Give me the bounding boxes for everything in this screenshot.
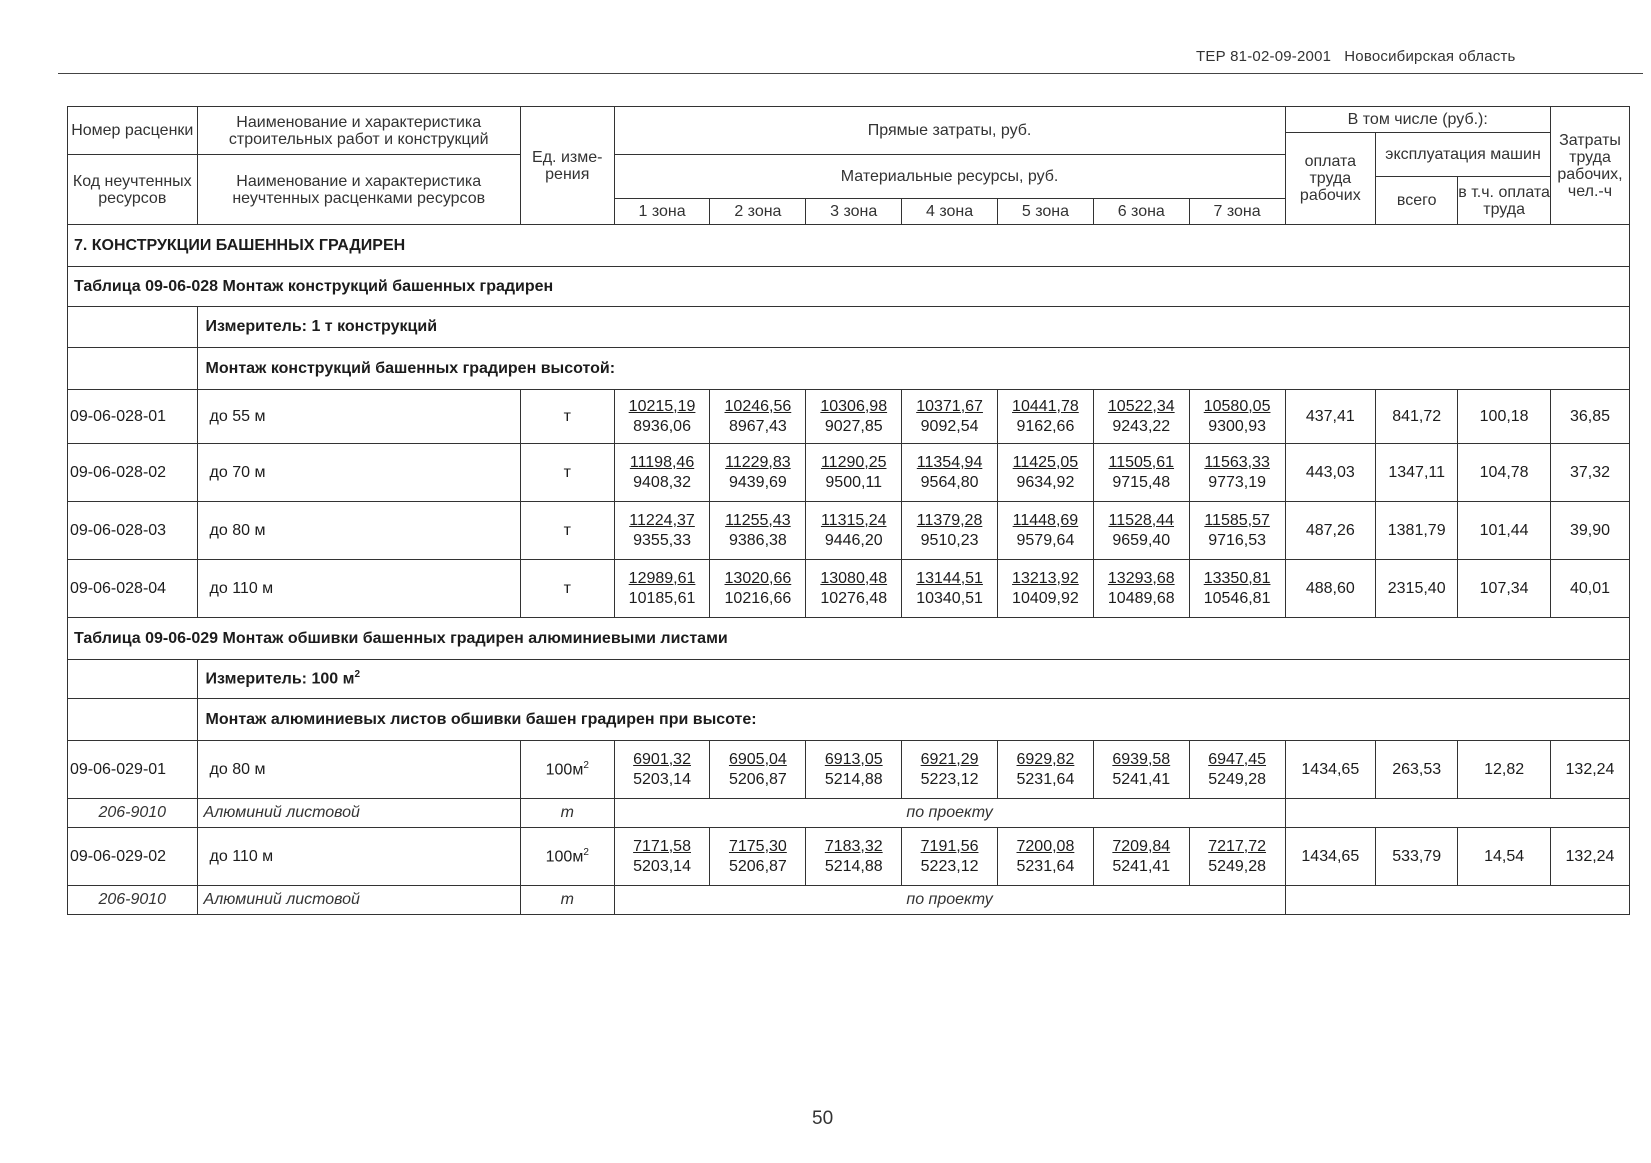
direct-cost: 11198,46 <box>629 453 695 471</box>
material-cost: 9092,54 <box>920 417 979 435</box>
material-cost: 5223,12 <box>920 857 979 875</box>
material-cost: 9579,64 <box>1016 531 1075 549</box>
unit-text: т <box>563 521 571 539</box>
direct-cost: 13080,48 <box>820 569 888 587</box>
resource-unit: m <box>520 799 614 828</box>
direct-cost: 13293,68 <box>1107 569 1175 587</box>
material-cost: 10185,61 <box>628 589 696 607</box>
rates-table <box>67 106 1630 915</box>
zone-cost-cell <box>806 502 902 560</box>
col-material-resources: Материальные ресурсы, руб. <box>614 155 1285 199</box>
material-cost: 10489,68 <box>1107 589 1175 607</box>
direct-cost: 13350,81 <box>1203 569 1271 587</box>
zone-cost-cell <box>614 741 710 799</box>
material-cost: 9439,69 <box>728 473 787 491</box>
measure-label-row <box>68 660 1630 699</box>
material-cost: 9162,66 <box>1016 417 1075 435</box>
zone-cost-cell <box>1093 444 1189 502</box>
empty-cell <box>68 699 198 741</box>
zone-cost-cell <box>1189 390 1285 444</box>
machines-value: 533,79 <box>1376 828 1458 886</box>
direct-cost: 11290,25 <box>820 453 887 471</box>
header-rule <box>58 73 1643 74</box>
zone-cost-cell <box>614 560 710 618</box>
group-subtitle <box>197 348 1629 390</box>
zone-cost-cell <box>998 741 1094 799</box>
direct-cost: 11505,61 <box>1108 453 1175 471</box>
labor-value: 132,24 <box>1550 828 1629 886</box>
zone-header: 4 зона <box>902 199 998 225</box>
group-subtitle-text: Монтаж алюминиевых листов обшивки башен градирен при высоте: <box>205 710 757 728</box>
material-cost: 5214,88 <box>824 857 883 875</box>
table-title: Таблица 09-06-029 Монтаж обшивки башенных градирен алюминиевыми листами <box>68 618 1630 660</box>
labor-value: 39,90 <box>1550 502 1629 560</box>
rate-code: 09-06-028-04 <box>68 560 198 618</box>
zone-cost-cell <box>806 741 902 799</box>
section-title: 7. КОНСТРУКЦИИ БАШЕННЫХ ГРАДИРЕН <box>68 225 1630 267</box>
zone-cost-cell <box>710 502 806 560</box>
direct-cost: 6939,58 <box>1112 750 1171 768</box>
material-cost: 8936,06 <box>633 417 691 435</box>
direct-cost: 10371,67 <box>916 397 983 415</box>
rate-row <box>68 390 1630 444</box>
material-cost: 9300,93 <box>1208 417 1267 435</box>
rate-code: 09-06-029-01 <box>68 741 198 799</box>
material-cost: 9716,53 <box>1208 531 1267 549</box>
material-cost: 10546,81 <box>1203 589 1271 607</box>
material-cost: 5249,28 <box>1208 770 1267 788</box>
zone-cost-cell <box>806 444 902 502</box>
zone-cost-cell <box>998 828 1094 886</box>
unit-text: 100м <box>545 848 584 866</box>
zone-cost-cell <box>902 444 998 502</box>
machine-wages-value: 107,34 <box>1458 560 1551 618</box>
rate-name: до 110 м <box>197 828 520 886</box>
machine-wages-value: 100,18 <box>1458 390 1551 444</box>
section-title-row <box>68 225 1630 267</box>
direct-cost: 13213,92 <box>1012 569 1079 587</box>
rate-row <box>68 444 1630 502</box>
unit-text: т <box>563 407 571 425</box>
rate-row <box>68 741 1630 799</box>
region: Новосибирская область <box>1344 48 1516 65</box>
material-cost: 9659,40 <box>1112 531 1171 549</box>
machines-value: 1381,79 <box>1376 502 1458 560</box>
col-resource-code: Код неучтенных ресурсов <box>68 155 198 225</box>
material-cost: 5231,64 <box>1016 857 1075 875</box>
col-total: всего <box>1376 177 1458 225</box>
direct-cost: 10441,78 <box>1012 397 1079 415</box>
empty-cell <box>1285 886 1629 915</box>
material-cost: 9500,11 <box>825 473 883 491</box>
zone-cost-cell <box>806 828 902 886</box>
wages-value: 1434,65 <box>1285 741 1376 799</box>
direct-cost: 7183,32 <box>824 837 883 855</box>
labor-value: 36,85 <box>1550 390 1629 444</box>
rate-row <box>68 828 1630 886</box>
rate-unit <box>520 560 614 618</box>
rate-unit <box>520 444 614 502</box>
zone-header: 5 зона <box>998 199 1094 225</box>
rate-name: до 110 м <box>197 560 520 618</box>
unit-text: т <box>563 579 571 597</box>
material-cost: 10340,51 <box>916 589 983 607</box>
zone-cost-cell <box>614 828 710 886</box>
material-cost: 9634,92 <box>1016 473 1075 491</box>
direct-cost: 7217,72 <box>1208 837 1267 855</box>
rate-name: до 80 м <box>197 502 520 560</box>
machines-value: 2315,40 <box>1376 560 1458 618</box>
direct-cost: 13020,66 <box>724 569 792 587</box>
measure-label-text: Измеритель: 100 м <box>205 670 355 688</box>
material-cost: 5203,14 <box>633 857 691 875</box>
material-cost: 5223,12 <box>920 770 979 788</box>
zone-cost-cell <box>614 390 710 444</box>
direct-cost: 11229,83 <box>725 453 791 471</box>
table-title-row <box>68 267 1630 307</box>
material-cost: 5241,41 <box>1112 857 1171 875</box>
rate-code: 09-06-029-02 <box>68 828 198 886</box>
zone-cost-cell <box>710 390 806 444</box>
wages-value: 1434,65 <box>1285 828 1376 886</box>
direct-cost: 13144,51 <box>916 569 983 587</box>
direct-cost: 6929,82 <box>1016 750 1075 768</box>
rate-row <box>68 560 1630 618</box>
zone-cost-cell <box>806 390 902 444</box>
direct-cost: 11563,33 <box>1204 453 1270 471</box>
resource-code: 206-9010 <box>68 799 198 828</box>
empty-cell <box>68 348 198 390</box>
direct-cost: 11379,28 <box>916 511 983 529</box>
machines-value: 1347,11 <box>1376 444 1458 502</box>
material-cost: 9510,23 <box>920 531 979 549</box>
direct-cost: 6905,04 <box>728 750 787 768</box>
unit-text: т <box>563 463 571 481</box>
group-subtitle <box>197 699 1629 741</box>
material-cost: 10216,66 <box>724 589 792 607</box>
superscript: 2 <box>583 759 589 771</box>
material-cost: 9027,85 <box>824 417 883 435</box>
direct-cost: 11425,05 <box>1012 453 1079 471</box>
rate-code: 09-06-028-03 <box>68 502 198 560</box>
col-machine-operation: эксплуатация машин <box>1376 133 1551 177</box>
material-cost: 9243,22 <box>1112 417 1171 435</box>
direct-cost: 10522,34 <box>1107 397 1175 415</box>
zone-header: 3 зона <box>806 199 902 225</box>
zone-cost-cell <box>902 741 998 799</box>
direct-cost: 7200,08 <box>1016 837 1075 855</box>
direct-cost: 6921,29 <box>920 750 979 768</box>
zone-cost-cell <box>710 741 806 799</box>
zone-cost-cell <box>998 560 1094 618</box>
direct-cost: 11585,57 <box>1204 511 1270 529</box>
resource-row <box>68 886 1630 915</box>
material-cost: 5249,28 <box>1208 857 1267 875</box>
zone-cost-cell <box>1189 502 1285 560</box>
zone-header: 6 зона <box>1093 199 1189 225</box>
rate-unit <box>520 502 614 560</box>
material-cost: 5206,87 <box>728 770 787 788</box>
rate-name: до 70 м <box>197 444 520 502</box>
wages-value: 443,03 <box>1285 444 1376 502</box>
zone-cost-cell <box>710 560 806 618</box>
zone-cost-cell <box>902 828 998 886</box>
direct-cost: 7175,30 <box>728 837 787 855</box>
zone-cost-cell <box>1189 828 1285 886</box>
zone-cost-cell <box>998 390 1094 444</box>
empty-cell <box>1285 799 1629 828</box>
zone-header: 1 зона <box>614 199 710 225</box>
col-wages: оплата труда рабочих <box>1285 133 1376 225</box>
rate-code: 09-06-028-02 <box>68 444 198 502</box>
measure-label <box>197 307 1629 348</box>
direct-cost: 10580,05 <box>1203 397 1271 415</box>
direct-cost: 11255,43 <box>725 511 791 529</box>
resource-row <box>68 799 1630 828</box>
rate-unit <box>520 741 614 799</box>
direct-cost: 11224,37 <box>629 511 695 529</box>
machine-wages-value: 101,44 <box>1458 502 1551 560</box>
empty-cell <box>68 660 198 699</box>
machines-value: 263,53 <box>1376 741 1458 799</box>
material-cost: 9773,19 <box>1208 473 1267 491</box>
zone-cost-cell <box>710 444 806 502</box>
col-incl-wages: в т.ч. оплата труда <box>1458 177 1551 225</box>
rate-code: 09-06-028-01 <box>68 390 198 444</box>
zone-header: 2 зона <box>710 199 806 225</box>
direct-cost: 10215,19 <box>628 397 696 415</box>
col-unit: Ед. изме-рения <box>520 107 614 225</box>
resource-name: Алюминий листовой <box>197 799 520 828</box>
zone-cost-cell <box>1093 502 1189 560</box>
measure-label-text: Измеритель: 1 т конструкций <box>205 318 438 335</box>
machines-value: 841,72 <box>1376 390 1458 444</box>
zone-cost-cell <box>1093 390 1189 444</box>
material-cost: 9446,20 <box>824 531 883 549</box>
material-cost: 9355,33 <box>633 531 691 549</box>
col-labor: Затраты труда рабочих, чел.-ч <box>1550 107 1629 225</box>
zone-cost-cell <box>998 444 1094 502</box>
material-cost: 8967,43 <box>728 417 787 435</box>
wages-value: 488,60 <box>1285 560 1376 618</box>
material-cost: 10276,48 <box>820 589 888 607</box>
group-subtitle-row <box>68 348 1630 390</box>
group-subtitle-row <box>68 699 1630 741</box>
direct-cost: 7209,84 <box>1112 837 1171 855</box>
zone-cost-cell <box>1189 444 1285 502</box>
col-direct-costs: Прямые затраты, руб. <box>614 107 1285 155</box>
rate-row <box>68 502 1630 560</box>
labor-value: 40,01 <box>1550 560 1629 618</box>
wages-value: 487,26 <box>1285 502 1376 560</box>
col-rate-number: Номер расценки <box>68 107 198 155</box>
material-cost: 5214,88 <box>824 770 883 788</box>
resource-unit: m <box>520 886 614 915</box>
direct-cost: 10306,98 <box>820 397 888 415</box>
group-subtitle-text: Монтаж конструкций башенных градирен высотой: <box>205 359 616 377</box>
zone-header: 7 зона <box>1189 199 1285 225</box>
zone-cost-cell <box>614 502 710 560</box>
material-cost: 9408,32 <box>633 473 691 491</box>
rate-name: до 55 м <box>197 390 520 444</box>
direct-cost: 11354,94 <box>916 453 983 471</box>
rate-name: до 80 м <box>197 741 520 799</box>
labor-value: 37,32 <box>1550 444 1629 502</box>
measure-label <box>197 660 1629 699</box>
zone-cost-cell <box>998 502 1094 560</box>
machine-wages-value: 12,82 <box>1458 741 1551 799</box>
resource-code: 206-9010 <box>68 886 198 915</box>
zone-cost-cell <box>710 828 806 886</box>
labor-value: 132,24 <box>1550 741 1629 799</box>
resource-name: Алюминий листовой <box>197 886 520 915</box>
superscript: 2 <box>354 669 360 681</box>
material-cost: 5203,14 <box>633 770 691 788</box>
direct-cost: 11448,69 <box>1012 511 1079 529</box>
material-cost: 9564,80 <box>920 473 979 491</box>
zone-cost-cell <box>1189 741 1285 799</box>
zone-cost-cell <box>1189 560 1285 618</box>
direct-cost: 6947,45 <box>1208 750 1267 768</box>
doc-title: ТЕР 81-02-09-2001 <box>1196 48 1332 65</box>
zone-cost-cell <box>902 390 998 444</box>
zone-cost-cell <box>1093 560 1189 618</box>
table-title: Таблица 09-06-028 Монтаж конструкций башенных градирен <box>68 267 1630 307</box>
machine-wages-value: 104,78 <box>1458 444 1551 502</box>
direct-cost: 11528,44 <box>1108 511 1175 529</box>
resource-note: по проекту <box>614 886 1285 915</box>
material-cost: 5206,87 <box>728 857 787 875</box>
direct-cost: 6901,32 <box>633 750 691 768</box>
zone-cost-cell <box>1093 741 1189 799</box>
rate-unit <box>520 828 614 886</box>
wages-value: 437,41 <box>1285 390 1376 444</box>
superscript: 2 <box>583 846 589 858</box>
resource-note: по проекту <box>614 799 1285 828</box>
zone-cost-cell <box>614 444 710 502</box>
material-cost: 5231,64 <box>1016 770 1075 788</box>
measure-label-row <box>68 307 1630 348</box>
zone-cost-cell <box>806 560 902 618</box>
col-including: В том числе (руб.): <box>1285 107 1550 133</box>
col-work-name: Наименование и характеристика строительных работ и конструкций <box>197 107 520 155</box>
running-header <box>1196 48 1516 65</box>
zone-cost-cell <box>1093 828 1189 886</box>
direct-cost: 7191,56 <box>920 837 979 855</box>
empty-cell <box>68 307 198 348</box>
material-cost: 9386,38 <box>728 531 787 549</box>
direct-cost: 11315,24 <box>820 511 887 529</box>
col-resource-name: Наименование и характеристика неучтенных расценками ресурсов <box>197 155 520 225</box>
direct-cost: 12989,61 <box>628 569 696 587</box>
zone-cost-cell <box>902 560 998 618</box>
machine-wages-value: 14,54 <box>1458 828 1551 886</box>
table-title-row <box>68 618 1630 660</box>
material-cost: 9715,48 <box>1112 473 1171 491</box>
zone-cost-cell <box>902 502 998 560</box>
unit-text: 100м <box>545 761 584 779</box>
direct-cost: 10246,56 <box>724 397 792 415</box>
page-number: 50 <box>812 1108 834 1129</box>
direct-cost: 7171,58 <box>633 837 691 855</box>
rate-unit <box>520 390 614 444</box>
material-cost: 10409,92 <box>1012 589 1079 607</box>
material-cost: 5241,41 <box>1112 770 1171 788</box>
direct-cost: 6913,05 <box>824 750 883 768</box>
